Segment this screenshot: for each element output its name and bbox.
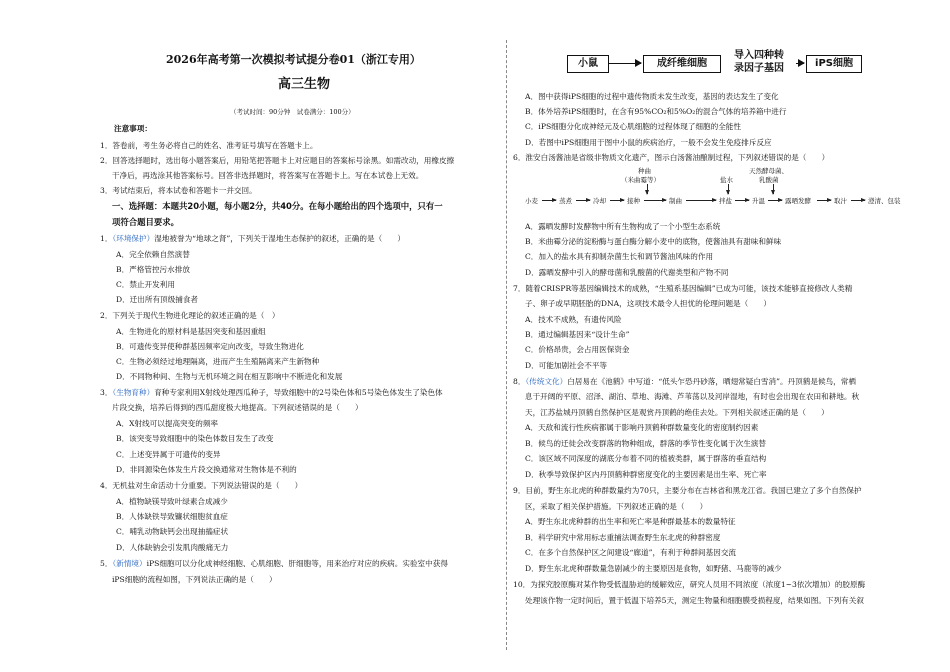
question-10-stem: 10．为探究胶原酶对某作物受低温胁迫的缓解效应，研究人员用不同浓度（浓度1~3依次增加）的胶原酶 (513, 580, 866, 589)
option: D．若图中iPS细胞用于图中小鼠的疾病治疗，一般不会发生免疫排斥反应 (525, 138, 772, 147)
question-text: 湿地被誉为“地球之肾”，下列关于湿地生态保护的叙述，正确的是（ ） (154, 234, 405, 243)
option: A．技术不成熟，有遗传风险 (525, 315, 622, 324)
option: C．生物必须经过地理隔离，进而产生生殖隔离来产生新物种 (116, 357, 320, 366)
question-text: 育种专家利用X射线处理西瓜种子，导致细胞中的2号染色体和5号染色体发生了染色体 (154, 388, 443, 397)
question-tag: （新情境） (112, 559, 147, 568)
option: C．iPS细胞分化成神经元及心肌细胞的过程体现了细胞的全能性 (525, 122, 741, 131)
option: B．人体缺铁导致镰状细胞贫血症 (116, 512, 228, 521)
option: B．体外培养iPS细胞时，在含有95%CO₂和5%O₂的混合气体的培养箱中进行 (525, 107, 787, 116)
question-text: iPS细胞可以分化成神经细胞、心肌细胞、肝细胞等，用来治疗对应的疾病。实验室中获得 (146, 559, 448, 568)
option: A．天敌和流行性疾病都属于影响丹顶鹤种群数量变化的密度制约因素 (525, 423, 759, 432)
option: D．露晒发酵中引入的酵母菌和乳酸菌的代谢类型和产物不同 (525, 268, 729, 277)
option: B．该突变导致细胞中的染色体数目发生了改变 (116, 434, 274, 443)
question-2-stem: 2．下列关于现代生物进化理论的叙述正确的是（ ） (100, 311, 280, 320)
option: A．野生东北虎种群的出生率和死亡率是种群最基本的数量特征 (525, 517, 736, 526)
process-arrow (610, 200, 624, 201)
question-8-stem (513, 377, 856, 387)
option: A．生物进化的原材料是基因突变和基因重组 (116, 327, 266, 336)
process-step: 制曲 (669, 197, 682, 205)
process-arrow-down (773, 184, 774, 194)
column-divider (506, 40, 507, 650)
note-item: 干净后，再选涂其他答案标号。回答非选择题时，将答案写在答题卡上。写在本试卷上无效。 (112, 171, 424, 180)
question-10-stem-cont: 处理该作物一定时间后，置于低温下培养5天，测定生物量和细胞膜受损程度，结果如图。下列有关叙 (525, 596, 864, 605)
question-text: 白居易在《池鹤》中写道：“低头乍恐丹砂落，晒翅常疑白雪消”。丹顶鹤是候鸟，常栖 (567, 377, 856, 386)
process-label-lactic: 乳酸菌 (759, 176, 779, 184)
option: B．严格管控污水排放 (116, 265, 190, 274)
option: D．野生东北虎种群数量急剧减少的主要原因是食物，如野猪、马鹿等的减少 (525, 564, 782, 573)
section-heading-line2: 项符合题目要求。 (112, 217, 179, 227)
question-5-stem-cont: iPS细胞的流程如图，下列说法正确的是（ ） (112, 575, 277, 584)
flow-box-ips: iPS细胞 (806, 55, 862, 73)
process-label-yeast: 天然酵母菌、 (749, 167, 788, 175)
question-tag: （环境保护） (112, 234, 155, 243)
process-arrow (817, 200, 831, 201)
option: C．价格昂贵，会占用医保资金 (525, 345, 630, 354)
question-3-stem (100, 388, 443, 398)
note-item: 1．答卷前，考生务必将自己的姓名、准考证号填写在答题卡上。 (100, 141, 318, 150)
process-label-brine: 盐水 (720, 176, 733, 184)
question-8-stem-cont: 息于开阔的平原、沼泽、湖泊、草地、海滩、芦苇荡以及河岸湿地，有时也会出现在农田和耕地。秋 (525, 392, 860, 401)
question-number: 3． (100, 388, 113, 397)
process-step: 取汁 (834, 197, 847, 205)
process-arrow (735, 200, 749, 201)
process-arrow (542, 200, 556, 201)
process-arrow (644, 200, 666, 201)
exam-title: 2026年高考第一次模拟考试提分卷01（浙江专用） (166, 53, 421, 66)
option: B．科学研究中常用标志重捕法调查野生东北虎的种群密度 (525, 533, 721, 542)
question-9-stem: 9．目前，野生东北虎的种群数量约为70只，主要分布在吉林省和黑龙江省。我国已建立了多个自然保护 (513, 486, 862, 495)
exam-info: （考试时间：90分钟 试卷满分：100分） (230, 108, 355, 116)
option: D．非同源染色体发生片段交换通常对生物体是不利的 (116, 465, 297, 474)
flow-box-mouse: 小鼠 (567, 55, 609, 73)
note-item: 3．考试结束后，将本试卷和答题卡一并交回。 (100, 186, 257, 195)
question-tag: （传统文化） (525, 377, 568, 386)
option: B．可遗传变异使种群基因频率定向改变，导致生物进化 (116, 342, 304, 351)
question-4-stem: 4．无机盐对生命活动十分重要。下列说法错误的是（ ） (100, 481, 303, 490)
process-step: 接种 (627, 197, 640, 205)
option: C．哺乳动物缺钙会出现抽搐症状 (116, 527, 229, 536)
option: D．不同物种间、生物与无机环境之间在相互影响中不断进化和发展 (116, 372, 343, 381)
note-item: 2．回答选择题时，选出每小题答案后，用铅笔把答题卡上对应题目的答案标号涂黑。如需改动，用橡皮擦 (100, 156, 455, 165)
question-number: 5． (100, 559, 113, 568)
question-5-stem (100, 559, 448, 569)
option: B．候鸟的迁徙会改变群落的物种组成，群落的季节性变化属于次生演替 (525, 439, 766, 448)
question-8-stem-cont: 天，江苏盐城丹顶鹤自然保护区是观赏丹顶鹤的绝佳去处。下列相关叙述正确的是（ ） (525, 408, 829, 417)
question-7-stem-cont: 子、卵子或早期胚胎的DNA，这项技术最令人担忧的伦理问题是（ ） (525, 299, 772, 308)
option: C．禁止开发利用 (116, 280, 175, 289)
question-tag: （生物育种） (112, 388, 155, 397)
option: A．露晒发酵时发酵物中所有生物构成了一个小型生态系统 (525, 222, 721, 231)
process-label-koji: 种曲 (638, 167, 651, 175)
option: A．图中获得iPS细胞的过程中遗传物质未发生改变，基因的表达发生了变化 (525, 92, 779, 101)
question-6-stem: 6．淮安白汤酱油是省级非物质文化遗产，图示白汤酱油酿制过程，下列叙述错误的是（ ） (513, 153, 830, 162)
flow-label-line1: 导入四种转 (734, 50, 784, 61)
notes-heading: 注意事项： (114, 124, 152, 133)
option: C．上述变异属于可遗传的变异 (116, 450, 221, 459)
process-step: 澄清、包装 (868, 197, 901, 205)
option: D．可能加剧社会不平等 (525, 361, 608, 370)
question-9-stem-cont: 区，采取了相关保护措施。下列叙述正确的是（ ） (525, 502, 708, 511)
process-step: 冷却 (593, 197, 606, 205)
option: A．完全依赖自然演替 (116, 250, 190, 259)
process-step: 小麦 (525, 197, 538, 205)
option: D．迁出所有顶级捕食者 (116, 295, 199, 304)
option: C．在多个自然保护区之间建设“廊道”，有利于种群间基因交流 (525, 548, 737, 557)
flow-label-line2: 录因子基因 (734, 63, 784, 74)
question-1-stem (100, 234, 405, 244)
process-step: 拌盐 (719, 197, 732, 205)
question-7-stem: 7．随着CRISPR等基因编辑技术的成熟，“生殖系基因编辑”已成为可能，该技术能够直接修改人类精 (513, 284, 853, 293)
option: A．植物缺镁导致叶绿素合成减少 (116, 497, 228, 506)
process-step: 蒸煮 (559, 197, 572, 205)
process-step: 升温 (752, 197, 765, 205)
option: D．秋季导致保护区内丹顶鹤种群密度变化的主要因素是出生率、死亡率 (525, 470, 767, 479)
question-3-stem-cont: 片段交换，培养后得到的西瓜甜度极大地提高。下列叙述错误的是（ ） (112, 403, 363, 412)
process-arrow-down (728, 184, 729, 194)
question-number: 8． (513, 377, 526, 386)
subject-title: 高三生物 (278, 77, 331, 92)
section-heading-line1: 一、选择题：本题共20小题，每小题2分，共40分。在每小题给出的四个选项中，只有一 (112, 201, 443, 211)
flow-arrow (609, 63, 641, 64)
question-number: 1． (100, 234, 113, 243)
option: A．X射线可以提高突变的频率 (116, 419, 219, 428)
process-arrow (768, 200, 782, 201)
option: B．米曲霉分泌的淀粉酶与蛋白酶分解小麦中的底物，使酱油具有甜味和鲜味 (525, 237, 782, 246)
process-arrow (576, 200, 590, 201)
option: D．人体缺钠会引发肌肉酸痛无力 (116, 543, 229, 552)
process-step: 露晒发酵 (785, 197, 811, 205)
process-arrow (686, 200, 716, 201)
process-label-aspergillus: （米曲霉等） (621, 176, 660, 184)
process-arrow (851, 200, 865, 201)
flow-box-fibroblast: 成纤维细胞 (643, 55, 721, 73)
process-arrow-down (647, 184, 648, 194)
option: B．通过编辑基因来“设计生命” (525, 330, 630, 339)
option: C．加入的盐水具有抑制杂菌生长和调节酱油风味的作用 (525, 252, 714, 261)
flow-arrow (796, 63, 804, 64)
option: C．该区域不同深度的湖底分布着不同的植被类群，属于群落的垂直结构 (525, 454, 767, 463)
